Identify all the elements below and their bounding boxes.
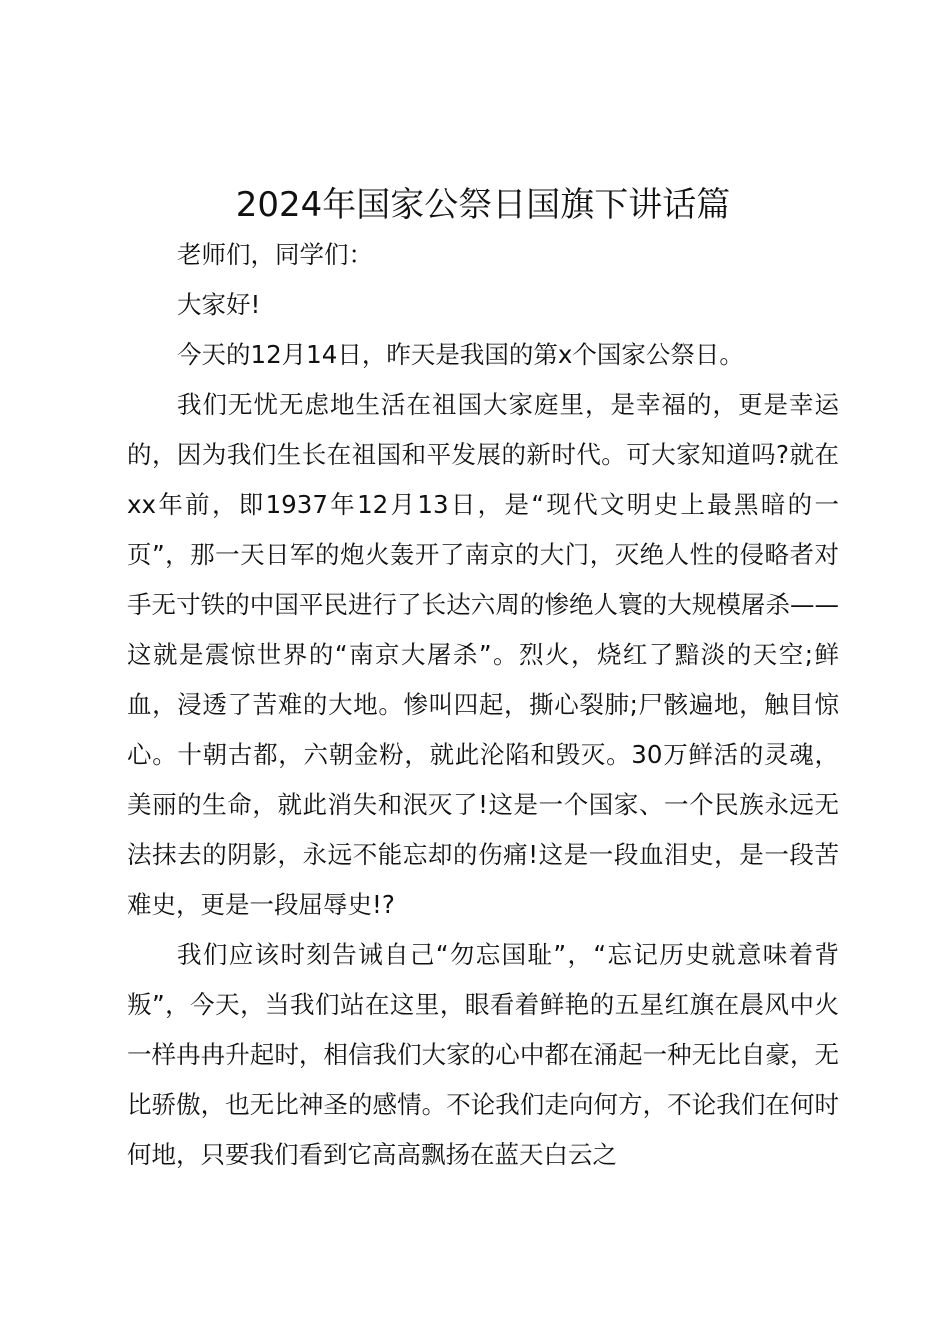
document-page bbox=[127, 180, 839, 1180]
paragraph-history: 我们无忧无虑地生活在祖国大家庭里，是幸福的，更是幸运的，因为我们生长在祖国和平发展的新时代。可大家知道吗?就在xx年前，即1937年12月13日，是“现代文明史上最黑暗的一页”，那一天日军的炮火轰开了南京的大门，灭绝人性的侵略者对手无寸铁的中国平民进行了长达六周的惨绝人寰的大规模屠杀——这就是震惊世界的“南京大屠杀”。烈火，烧红了黯淡的天空;鲜血，浸透了苦难的大地。惨叫四起，撕心裂肺;尸骸遍地，触目惊心。十朝古都，六朝金粉，就此沦陷和毁灭。30万鲜活的灵魂，美丽的生命，就此消失和泯灭了!这是一个国家、一个民族永远无法抹去的阴影，永远不能忘却的伤痛!这是一段血泪史，是一段苦难史，更是一段屈辱史!? bbox=[127, 390, 839, 919]
paragraph-hello: 大家好! bbox=[177, 290, 261, 319]
paragraph-remember: 我们应该时刻告诫自己“勿忘国耻”，“忘记历史就意味着背叛”，今天，当我们站在这里，眼看着鲜艳的五星红旗在晨风中火一样冉冉升起时，相信我们大家的心中都在涌起一种无比自豪，无比骄傲，也无比神圣的感情。不论我们走向何方，不论我们在何时何地，只要我们看到它高高飘扬在蓝天白云之 bbox=[127, 940, 839, 1169]
paragraph-greeting: 老师们，同学们： bbox=[177, 240, 373, 269]
paragraph-date: 今天的12月14日，昨天是我国的第x个国家公祭日。 bbox=[177, 340, 744, 369]
document-title: 2024年国家公祭日国旗下讲话篇 bbox=[235, 185, 731, 225]
